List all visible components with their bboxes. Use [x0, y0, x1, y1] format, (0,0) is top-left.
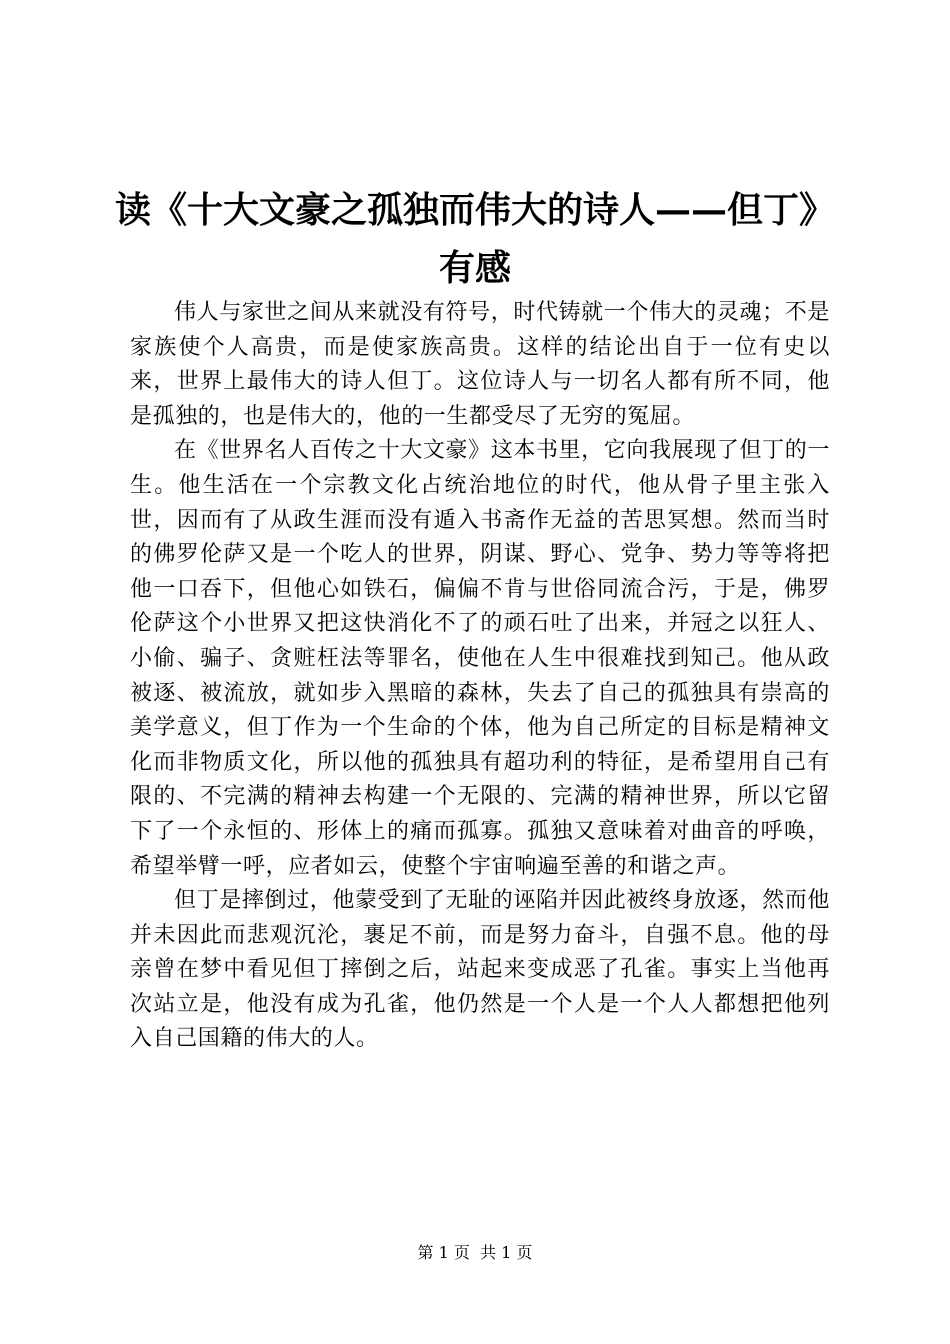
document-title-line-1: 读《十大文豪之孤独而伟大的诗人——但丁》	[114, 189, 835, 231]
paragraph-3: 但丁是摔倒过，他蒙受到了无耻的诬陷并因此被终身放逐，然而他并未因此而悲观沉沦，裹足不前，而是努力奋斗，自强不息。他的母亲曾在梦中看见但丁摔倒之后，站起来变成恶了孔雀。事实上当他再次站立是，他没有成为孔雀，他仍然是一个人是一个人人都想把他列入自己国籍的伟大的人。	[130, 888, 830, 1052]
document-title-line-2: 有感	[438, 247, 511, 289]
paragraph-2: 在《世界名人百传之十大文豪》这本书里，它向我展现了但丁的一生。他生活在一个宗教文化占统治地位的时代，他从骨子里主张入世，因而有了从政生涯而没有遁入书斋作无益的苦思冥想。然而当时的佛罗伦萨又是一个吃人的世界，阴谋、野心、党争、势力等等将把他一口吞下，但他心如铁石，偏偏不肯与世俗同流合污，于是，佛罗伦萨这个小世界又把这快消化不了的顽石吐了出来，并冠之以狂人、小偷、骗子、贪赃枉法等罪名，使他在人生中很难找到知己。他从政被逐、被流放，就如步入黑暗的森林，失去了自己的孤独具有崇高的美学意义，但丁作为一个生命的个体，他为自己所定的目标是精神文化而非物质文化，所以他的孤独具有超功利的特征，是希望用自己有限的、不完满的精神去构建一个无限的、完满的精神世界，所以它留下了一个永恒的、形体上的痛而孤寡。孤独又意味着对曲音的呼唤，希望举臂一呼，应者如云，使整个宇宙响遍至善的和谐之声。	[130, 438, 830, 879]
page-footer: 第 1 页 共 1 页	[417, 1243, 533, 1262]
paragraph-1: 伟人与家世之间从来就没有符号，时代铸就一个伟大的灵魂；不是家族使个人高贵，而是使家族高贵。这样的结论出自于一位有史以来，世界上最伟大的诗人但丁。这位诗人与一切名人都有所不同，他是孤独的，也是伟大的，他的一生都受尽了无穷的冤屈。	[130, 300, 830, 429]
document-body	[130, 296, 830, 1057]
